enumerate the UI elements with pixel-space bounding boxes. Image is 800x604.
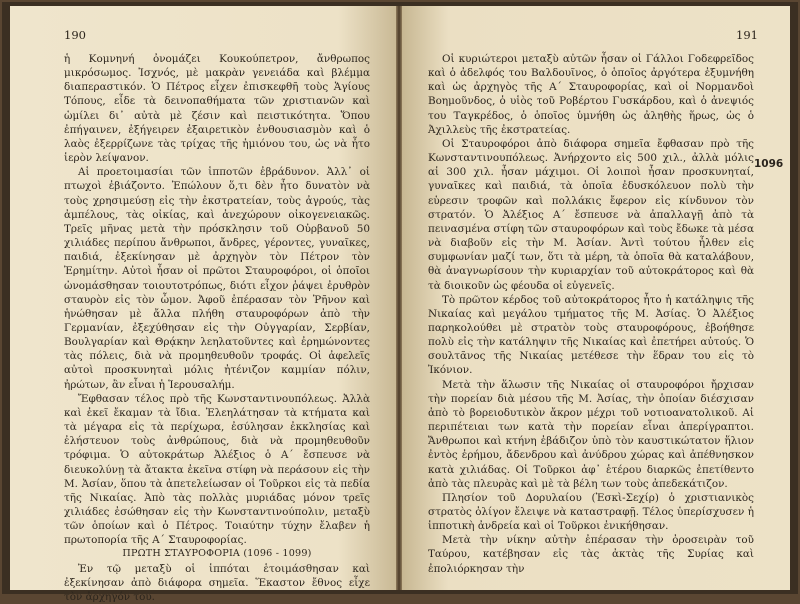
open-book [2, 2, 798, 603]
left-page [10, 6, 396, 603]
paragraph: Οἱ Σταυροφόροι ἀπὸ διάφορα σημεῖα ἔφθασαν πρὸ τῆς Κωνσταντινουπόλεως. Ἀνήρχοντο εἰς 500 χιλ., ἀλλὰ μόλις αἱ 300 χιλ. ἦσαν μάχιμοι. Οἱ λοιποὶ ἦσαν προσκυνηταί, γυναῖκες καὶ παιδιά, τὰ ὁποῖα ἐδυσκόλευον πολὺ τὴν εὑρεσιν τροφῶν καὶ πολλάκις ἔφερον εἰς κίνδυνον τὸν στρατόν. Ὁ Ἀλέξιος Α´ ἔσπευσε νὰ ἀπαλλαγῇ ἀπὸ τὰ πεινασμένα στίφη τῶν σταυροφόρων καὶ τοὺς ἔδωκε τὰ μέσα νὰ διαβοῦν εἰς τὴν Μ. Ἀσίαν. Ἀντὶ τούτου ἦλθεν εἰς συμφωνίαν μαζί των, ὅτι τὰ μέρη, τὰ ὁποῖα θὰ καταλάβουν, θὰ ἀναγνωρίσουν τὴν κυριαρχίαν τοῦ αὐτοκράτορος καὶ θὰ τὰ διοικοῦν ὡς φέουδα οἱ εὐγενεῖς. [428, 137, 754, 292]
paragraph: Ἐν τῷ μεταξὺ οἱ ἱππόται ἑτοιμάσθησαν καὶ ἐξεκίνησαν ἀπὸ διάφορα σημεῖα. Ἕκαστον ἔθνος εἶχε τὸν ἀρχηγόν του. [64, 562, 370, 603]
paragraph: Οἱ κυριώτεροι μεταξὺ αὐτῶν ἦσαν οἱ Γάλλοι Γοδεφρεῖδος καὶ ὁ ἀδελφός του Βαλδουῖνος, ὁ ὁποῖος ἀργότερα ἐξυμνήθη καὶ ὡς ἀρχηγὸς τῆς Α´ Σταυροφορίας, καὶ οἱ Νορμανδοὶ Βοημοῦνδος, ὁ υἱὸς τοῦ Ροβέρτου Γυσκάρδου, καὶ ὁ ἀνεψιός του Ταγκρέδος, ὁ ὁποῖος ὑμνήθη ὡς ἀληθὴς ἥρως, ὡς ὁ Ἀχιλλεὺς τῆς ἐκστρατείας. [428, 53, 754, 136]
right-page [402, 6, 790, 590]
paragraph: Πλησίον τοῦ Δορυλαίου (Ἐσκὶ-Σεχίρ) ὁ χριστιανικὸς στρατὸς ὀλίγον ἔλειψε νὰ καταστραφῇ. Τέλος ὑπερίσχυσεν ἡ ἱπποτικὴ ἀνδρεία καὶ οἱ Τοῦρκοι ἐνικήθησαν. [428, 491, 754, 533]
paragraph: Τὸ πρῶτον κέρδος τοῦ αὐτοκράτορος ἦτο ἡ κατάληψις τῆς Νικαίας καὶ μεγάλου τμήματος τῆς Μ. Ἀσίας. Ὁ Ἀλέξιος παρηκολούθει μὲ στρατὸν τοὺς σταυροφόρους, ἐβοήθησε πολὺ εἰς τὴν κατάληψιν τῆς Νικαίας καὶ ἐπετήρει αὐτούς. Ὁ σουλτᾶνος τῆς Νικαίας μετέθεσε τὴν ἕδραν του εἰς τὸ Ἰκόνιον. [428, 293, 754, 377]
page-number-right: 191 [736, 28, 758, 42]
paragraph: Αἱ προετοιμασίαι τῶν ἱπποτῶν ἐβράδυνον. Ἀλλ᾽ οἱ πτωχοὶ ἐβιάζοντο. Ἐπώλουν ὅ,τι δὲν ἦτο δυνατὸν νὰ τοὺς χρησιμεύσῃ εἰς τὴν ἐκστρατείαν, τοὺς ἀγρούς, τὰς ἀμπέλους, τὰς οἰκίας, καὶ ἀνεχώρουν οἰκογενειακῶς. Τρεῖς μῆνας μετὰ τὴν πρόσκλησιν τοῦ Οὐρβανοῦ 50 χιλιάδες περίπου ἄνθρωποι, ἄνδρες, γέροντες, γυναῖκες, παιδιά, ἐξεκίνησαν μὲ ἀρχηγὸν τὸν Πέτρον τὸν Ἐρημίτην. Αὐτοὶ ἦσαν οἱ πρῶτοι Σταυροφόροι, οἱ ὁποῖοι ὠνομάσθησαν τοιουτοτρόπως, διότι εἶχον ῥάψει ἐρυθρὸν σταυρὸν εἰς τὸν ὦμον. Ἀφοῦ ἐπέρασαν τὸν Ῥῆνον καὶ ἡνώθησαν μὲ ἄλλα πλήθη σταυροφόρων ἀπὸ τὴν Γερμανίαν, ἐξεχύθησαν εἰς τὴν Οὐγγαρίαν, Σερβίαν, Βουλγαρίαν καὶ Θρᾴκην λεηλατοῦντες καὶ ἐρημώνοντες τὰς πόλεις, διὰ νὰ προμηθευθοῦν τροφάς. Οἱ ἀφελεῖς αὐτοὶ προσκυνηταὶ μόλις ἠτένιζον καμμίαν πόλιν, ἠρώτων, ἂν εἶναι ἡ Ἱερουσαλήμ. [64, 166, 370, 391]
paragraph: Μετὰ τὴν ἅλωσιν τῆς Νικαίας οἱ σταυροφόροι ἤρχισαν τὴν πορείαν διὰ μέσου τῆς Μ. Ἀσίας, τὴν ὁποίαν διέσχισαν ἀπὸ τὸ βορειοδυτικὸν ἄκρον μέχρι τοῦ νοτιοανατολικοῦ. Αἱ περιπέτειαι των κατὰ τὴν πορείαν εἶναι ἀπερίγραπτοι. Ἄνθρωποι καὶ κτήνη ἐβάδιζον ὑπὸ τὸν καυστικώτατον ἥλιον ἐντὸς ἐρήμου, ἄδενδρου καὶ ἀνύδρου χώρας καὶ ἀπέθνησκον κατὰ χιλιάδας. Οἱ Τοῦρκοι ἀφ᾽ ἑτέρου διαρκῶς ἐπετίθεντο ἀπὸ τὰς πλευρὰς καὶ μὲ τὰ βέλη των τοὺς ἀπεδεκάτιζον. [428, 378, 754, 490]
right-page-text [428, 52, 754, 576]
paragraph: Ἔφθασαν τέλος πρὸ τῆς Κωνσταντινουπόλεως. Ἀλλὰ καὶ ἐκεῖ ἔκαμαν τὰ ἴδια. Ἐλεηλάτησαν τὰ κτήματα καὶ τὰ μέγαρα εἰς τὰ περίχωρα, ἐσύλησαν ἐκκλησίας καὶ ἐλήστευον τοὺς ἀνθρώπους, διὰ νὰ προμηθευθοῦν τρόφιμα. Ὁ αὐτοκράτωρ Ἀλέξιος ὁ Α´ ἔσπευσε νὰ διευκολύνῃ τὰ ἄτακτα ἐκεῖνα στίφη νὰ περάσουν εἰς τὴν Μ. Ἀσίαν, ὅπου τὰ ἀπετελείωσαν οἱ Τοῦρκοι εἰς τὰ πεδία τῆς Νικαίας. Ἀπὸ τὰς πολλὰς μυριάδας μόνον τρεῖς χιλιάδες ἐσώθησαν εἰς τὴν Κωνσταντινούπολιν, μεταξὺ τῶν ὁποίων καὶ ὁ Πέτρος. Τοιαύτην τύχην ἔλαβεν ἡ πρωτοπορία τῆς Α´ Σταυροφορίας. [64, 392, 370, 547]
paragraph: Μετὰ τὴν νίκην αὐτὴν ἐπέρασαν τὴν ὀροσειρὰν τοῦ Ταύρου, κατέβησαν εἰς τὰς ἀκτὰς τῆς Συρίας καὶ ἐπολιόρκησαν τὴν [428, 534, 754, 575]
paragraph: ἡ Κομνηνή ὀνομάζει Κουκούπετρον, ἄνθρωπος μικρόσωμος. Ἰσχνός, μὲ μακρὰν γενειάδα καὶ βλέμμα διαπεραστικόν. Ὁ Πέτρος εἶχεν ἐπισκεφθῆ τοὺς Ἁγίους Τόπους, εἶδε τὰ δεινοπαθήματα τῶν χριστιανῶν καὶ ὡμίλει δι᾽ αὐτὰ μὲ ζέσιν καὶ πειστικότητα. Ὅπου ἐπήγαινεν, ἐξήγειρεν ἐξαιρετικὸν ἐνθουσιασμὸν καὶ ὁ λαὸς ἐξερρίζωνε τὰς τρίχας τῆς ἡμιόνου του, ὡς νὰ ἦτο ἱερὸν λείψανον. [64, 53, 370, 165]
left-page-text [64, 52, 370, 604]
margin-year: 1096 [754, 158, 784, 170]
section-heading: ΠΡΩΤΗ ΣΤΑΥΡΟΦΟΡΙΑ (1096 - 1099) [122, 548, 312, 560]
page-number-left: 190 [64, 28, 86, 42]
